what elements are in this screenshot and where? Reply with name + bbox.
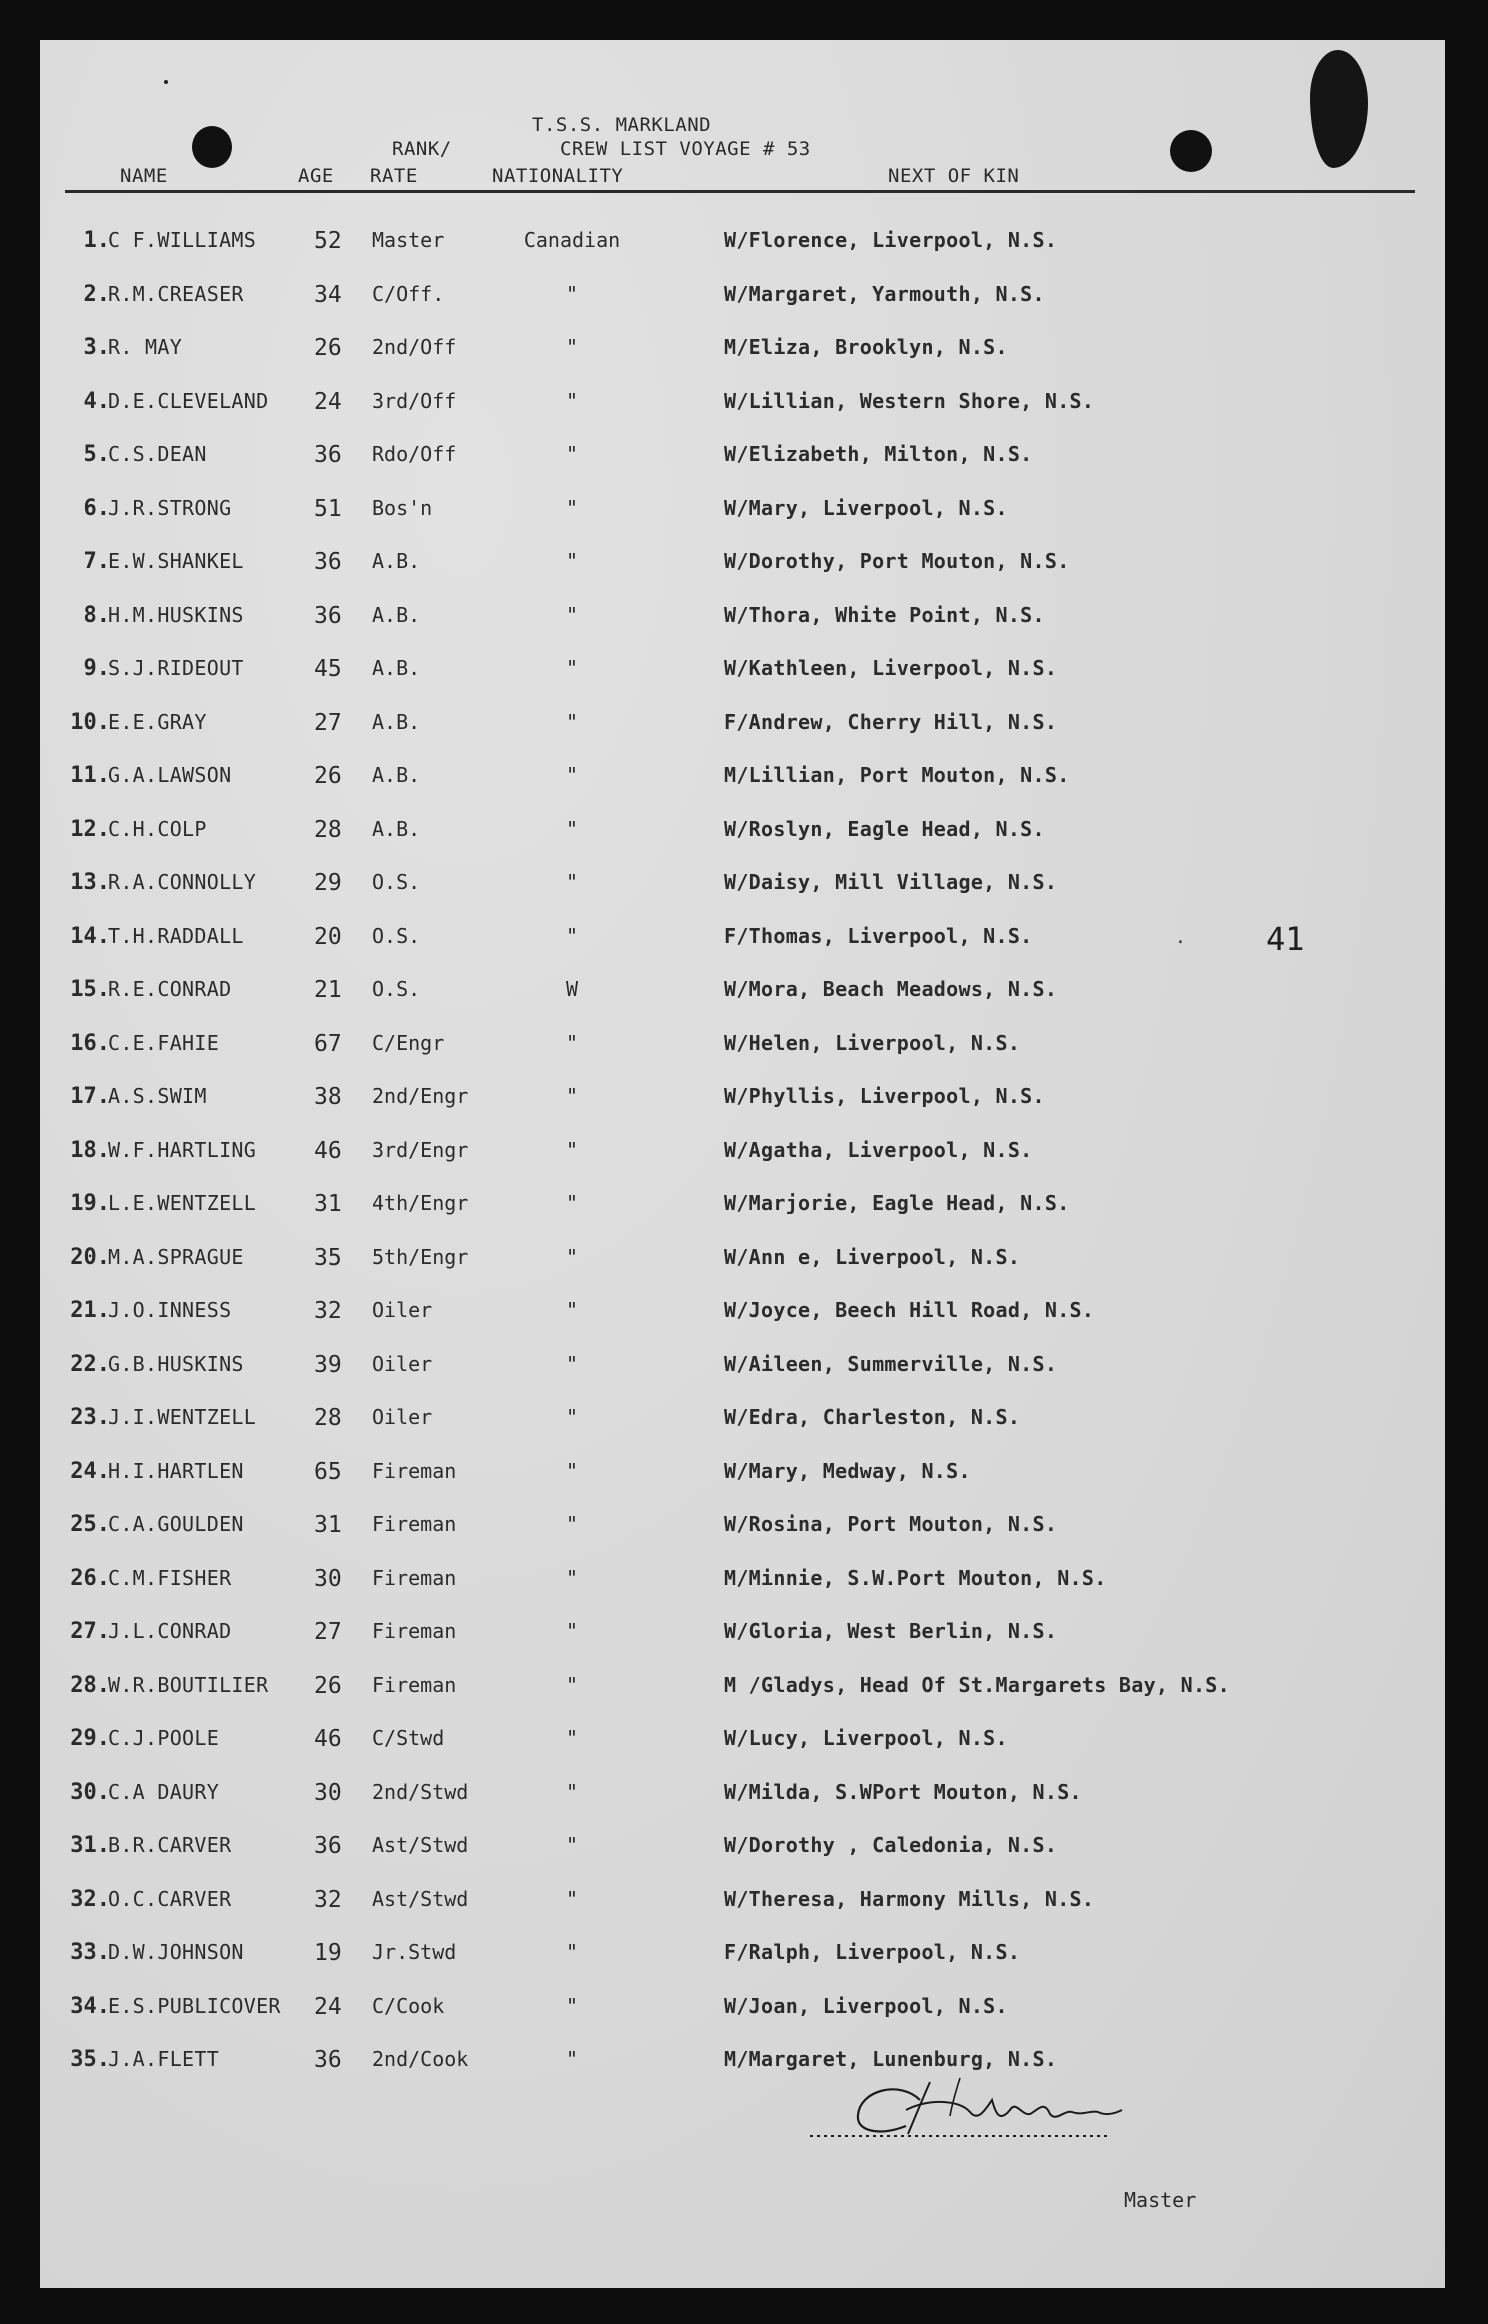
- crew-number: 23.: [70, 1405, 110, 1430]
- crew-number: 30.: [70, 1779, 110, 1805]
- crew-number: 2.: [83, 281, 110, 307]
- crew-age: 65: [314, 1458, 342, 1485]
- crew-nationality: ": [565, 1726, 579, 1750]
- crew-age: 26: [314, 1672, 342, 1699]
- crew-number: 15.: [70, 977, 110, 1002]
- crew-name: R. MAY: [108, 335, 183, 359]
- crew-name: C.J.POOLE: [108, 1726, 220, 1750]
- crew-rate: A.B.: [372, 763, 421, 787]
- crew-name: C.H.COLP: [108, 816, 207, 841]
- crew-name: C.A.GOULDEN: [108, 1512, 244, 1536]
- crew-row: [40, 924, 1445, 960]
- crew-age: 27: [314, 1619, 342, 1645]
- crew-nationality: ": [565, 1191, 579, 1215]
- crew-age: 52: [314, 228, 342, 254]
- crew-row: [40, 1298, 1445, 1334]
- crew-row: [40, 549, 1445, 585]
- crew-nationality: ": [565, 281, 579, 306]
- crew-nationality: ": [565, 1779, 579, 1804]
- crew-age: 32: [314, 1886, 342, 1913]
- crew-nationality: ": [565, 549, 579, 573]
- crew-age: 45: [314, 656, 342, 682]
- crew-rate: A.B.: [372, 709, 421, 734]
- crew-rate: Master: [372, 228, 445, 252]
- crew-age: 30: [314, 1565, 342, 1592]
- crew-next-of-kin: M/Margaret, Lunenburg, N.S.: [724, 2047, 1058, 2071]
- crew-number: 14.: [70, 923, 110, 949]
- crew-name: C.S.DEAN: [108, 442, 207, 466]
- rank-label: RANK/: [392, 138, 452, 160]
- crew-name: J.I.WENTZELL: [108, 1405, 257, 1429]
- margin-page-number: 41: [1266, 920, 1305, 958]
- crew-next-of-kin: W/Agatha, Liverpool, N.S.: [724, 1137, 1033, 1162]
- crew-next-of-kin: W/Marjorie, Eagle Head, N.S.: [724, 1191, 1070, 1215]
- crew-number: 12.: [70, 816, 110, 842]
- crew-nationality: ": [565, 1137, 579, 1162]
- crew-nationality: ": [565, 656, 579, 680]
- crew-row: [40, 1084, 1445, 1120]
- crew-rate: A.B.: [372, 656, 421, 680]
- crew-nationality: ": [565, 1030, 579, 1055]
- crew-row: [40, 1833, 1445, 1869]
- crew-number: 18.: [70, 1137, 110, 1163]
- crew-nationality: ": [565, 1244, 579, 1269]
- crew-number: 21.: [70, 1298, 110, 1323]
- crew-name: J.R.STRONG: [108, 495, 232, 520]
- crew-nationality: ": [565, 1084, 579, 1108]
- crew-name: E.E.GRAY: [108, 709, 207, 734]
- crew-row: [40, 1619, 1445, 1655]
- crew-next-of-kin: W/Kathleen, Liverpool, N.S.: [724, 656, 1058, 680]
- crew-rate: Fireman: [372, 1672, 457, 1697]
- crew-age: 19: [314, 1940, 342, 1966]
- crew-row: [40, 1405, 1445, 1441]
- crew-nationality: ": [565, 709, 579, 734]
- crew-name: E.W.SHANKEL: [108, 549, 244, 573]
- crew-number: 28.: [70, 1672, 110, 1698]
- crew-next-of-kin: F/Thomas, Liverpool, N.S.: [724, 923, 1033, 948]
- crew-rate: Fireman: [372, 1512, 457, 1536]
- crew-row: [40, 977, 1445, 1013]
- crew-number: 19.: [70, 1191, 110, 1216]
- crew-row: [40, 282, 1445, 318]
- crew-nationality: ": [565, 1940, 579, 1964]
- crew-name: J.O.INNESS: [108, 1298, 232, 1322]
- crew-row: [40, 1780, 1445, 1816]
- crew-row: [40, 228, 1445, 264]
- crew-name: R.M.CREASER: [108, 281, 244, 306]
- crew-age: 36: [314, 2047, 342, 2073]
- column-header-nationality: NATIONALITY: [492, 165, 624, 187]
- crew-nationality: ": [565, 495, 579, 520]
- crew-name: D.E.CLEVELAND: [108, 388, 269, 413]
- crew-number: 32.: [70, 1886, 110, 1912]
- crew-row: [40, 763, 1445, 799]
- crew-next-of-kin: W/Theresa, Harmony Mills, N.S.: [724, 1886, 1095, 1911]
- master-signature: [810, 2070, 1280, 2150]
- crew-name: O.C.CARVER: [108, 1886, 232, 1911]
- crew-nationality: ": [565, 1405, 579, 1429]
- crew-rate: 4th/Engr: [372, 1191, 469, 1215]
- crew-row: [40, 1245, 1445, 1281]
- crew-row: [40, 496, 1445, 532]
- crew-age: 36: [314, 549, 342, 575]
- crew-next-of-kin: W/Phyllis, Liverpool, N.S.: [724, 1084, 1045, 1108]
- crew-age: 20: [314, 923, 342, 950]
- crew-nationality: ": [565, 1619, 579, 1643]
- crew-age: 39: [314, 1351, 342, 1378]
- crew-name: E.S.PUBLICOVER: [108, 1993, 281, 2018]
- crew-name: R.A.CONNOLLY: [108, 870, 257, 894]
- crew-rate: Ast/Stwd: [372, 1833, 469, 1857]
- crew-row: [40, 1031, 1445, 1067]
- crew-number: 24.: [70, 1458, 110, 1484]
- crew-age: 46: [314, 1137, 342, 1164]
- crew-row: [40, 1726, 1445, 1762]
- crew-rate: A.B.: [372, 602, 421, 627]
- crew-age: 31: [314, 1512, 342, 1538]
- crew-next-of-kin: W/Ann e, Liverpool, N.S.: [724, 1244, 1021, 1269]
- crew-name: L.E.WENTZELL: [108, 1191, 257, 1215]
- crew-next-of-kin: W/Thora, White Point, N.S.: [724, 602, 1045, 627]
- crew-row: [40, 1673, 1445, 1709]
- header-rule: [65, 190, 1415, 193]
- crew-next-of-kin: W/Roslyn, Eagle Head, N.S.: [724, 816, 1045, 841]
- crew-rate: C/Stwd: [372, 1726, 445, 1750]
- crew-number: 10.: [70, 709, 110, 735]
- crew-nationality: ": [565, 816, 579, 841]
- crew-row: [40, 1352, 1445, 1388]
- crew-rate: Oiler: [372, 1405, 433, 1429]
- crew-row: [40, 1459, 1445, 1495]
- crew-rate: 3rd/Off: [372, 388, 457, 413]
- document-page: [40, 40, 1445, 2288]
- crew-age: 51: [314, 495, 342, 522]
- crew-rate: Rdo/Off: [372, 442, 457, 466]
- crew-number: 33.: [70, 1940, 110, 1965]
- crew-name: H.M.HUSKINS: [108, 602, 244, 627]
- crew-number: 16.: [70, 1030, 110, 1056]
- crew-name: D.W.JOHNSON: [108, 1940, 244, 1964]
- crew-next-of-kin: W/Edra, Charleston, N.S.: [724, 1405, 1021, 1429]
- crew-name: J.L.CONRAD: [108, 1619, 232, 1643]
- crew-rate: C/Off.: [372, 281, 445, 306]
- crew-name: C.M.FISHER: [108, 1565, 232, 1590]
- crew-age: 26: [314, 763, 342, 789]
- crew-number: 26.: [70, 1565, 110, 1591]
- crew-next-of-kin: M/Minnie, S.W.Port Mouton, N.S.: [724, 1565, 1107, 1590]
- crew-next-of-kin: W/Rosina, Port Mouton, N.S.: [724, 1512, 1058, 1536]
- crew-next-of-kin: W/Mora, Beach Meadows, N.S.: [724, 977, 1058, 1001]
- crew-nationality: ": [565, 1565, 579, 1590]
- crew-rate: Ast/Stwd: [372, 1886, 469, 1911]
- crew-age: 35: [314, 1244, 342, 1271]
- crew-rate: 2nd/Cook: [372, 2047, 469, 2071]
- crew-row: [40, 1512, 1445, 1548]
- crew-name: C F.WILLIAMS: [108, 228, 257, 252]
- crew-rate: 2nd/Stwd: [372, 1779, 469, 1804]
- crew-number: 17.: [70, 1084, 110, 1109]
- crew-next-of-kin: W/Joyce, Beech Hill Road, N.S.: [724, 1298, 1095, 1322]
- crew-name: W.F.HARTLING: [108, 1137, 257, 1162]
- crew-nationality: ": [565, 335, 579, 359]
- crew-age: 36: [314, 442, 342, 468]
- crew-number: 34.: [70, 1993, 110, 2019]
- crew-number: 8.: [83, 602, 110, 628]
- crew-nationality: ": [565, 923, 579, 948]
- crew-row: [40, 1566, 1445, 1602]
- crew-nationality: W: [565, 977, 579, 1001]
- crew-next-of-kin: M /Gladys, Head Of St.Margarets Bay, N.S.: [724, 1672, 1230, 1697]
- crew-age: 21: [314, 977, 342, 1003]
- margin-tick: ⋅: [1175, 932, 1186, 953]
- crew-row: [40, 817, 1445, 853]
- crew-name: M.A.SPRAGUE: [108, 1244, 244, 1269]
- crew-nationality: Canadian: [523, 228, 621, 252]
- crew-name: R.E.CONRAD: [108, 977, 232, 1001]
- crew-rate: O.S.: [372, 870, 421, 894]
- crew-nationality: ": [565, 1886, 579, 1911]
- crew-nationality: ": [565, 870, 579, 894]
- master-label: Master: [1124, 2188, 1197, 2212]
- crew-rate: Oiler: [372, 1351, 433, 1376]
- crew-age: 24: [314, 1993, 342, 2020]
- crew-next-of-kin: W/Daisy, Mill Village, N.S.: [724, 870, 1058, 894]
- crew-row: [40, 1191, 1445, 1227]
- crew-next-of-kin: W/Aileen, Summerville, N.S.: [724, 1351, 1058, 1376]
- crew-next-of-kin: F/Andrew, Cherry Hill, N.S.: [724, 709, 1058, 734]
- crew-next-of-kin: W/Margaret, Yarmouth, N.S.: [724, 281, 1045, 306]
- crew-number: 1.: [83, 228, 110, 253]
- crew-number: 20.: [70, 1244, 110, 1270]
- crew-age: 46: [314, 1726, 342, 1752]
- crew-next-of-kin: W/Dorothy , Caledonia, N.S.: [724, 1833, 1058, 1857]
- crew-name: G.A.LAWSON: [108, 763, 232, 787]
- crew-name: H.I.HARTLEN: [108, 1458, 244, 1483]
- crew-rate: C/Cook: [372, 1993, 445, 2018]
- crew-age: 30: [314, 1779, 342, 1806]
- crew-age: 28: [314, 816, 342, 843]
- crew-row: [40, 442, 1445, 478]
- crew-rate: Fireman: [372, 1565, 457, 1590]
- crew-age: 34: [314, 281, 342, 308]
- crew-age: 27: [314, 709, 342, 736]
- crew-name: T.H.RADDALL: [108, 923, 244, 948]
- crew-number: 22.: [70, 1351, 110, 1377]
- crew-row: [40, 1138, 1445, 1174]
- crew-number: 4.: [83, 388, 110, 414]
- crew-nationality: ": [565, 602, 579, 627]
- crew-rate: Oiler: [372, 1298, 433, 1322]
- crew-row: [40, 389, 1445, 425]
- crew-name: A.S.SWIM: [108, 1084, 207, 1108]
- crew-next-of-kin: W/Elizabeth, Milton, N.S.: [724, 442, 1033, 466]
- crew-number: 11.: [70, 763, 110, 788]
- crew-age: 32: [314, 1298, 342, 1324]
- crew-number: 5.: [83, 442, 110, 467]
- crew-rate: 3rd/Engr: [372, 1137, 469, 1162]
- column-header-name: NAME: [120, 165, 168, 187]
- punch-hole-left: [192, 126, 232, 168]
- crew-number: 27.: [70, 1619, 110, 1644]
- crew-nationality: ": [565, 388, 579, 413]
- column-header-rate: RATE: [370, 165, 418, 187]
- crew-row: [40, 335, 1445, 371]
- crew-age: 36: [314, 1833, 342, 1859]
- crew-rate: Fireman: [372, 1619, 457, 1643]
- crew-nationality: ": [565, 763, 579, 787]
- crew-age: 36: [314, 602, 342, 629]
- crew-nationality: ": [565, 1351, 579, 1376]
- ship-name: T.S.S. MARKLAND: [532, 114, 712, 136]
- crew-rate: A.B.: [372, 816, 421, 841]
- crew-age: 26: [314, 335, 342, 361]
- crew-rate: C/Engr: [372, 1030, 445, 1055]
- crew-nationality: ": [565, 1993, 579, 2018]
- column-header-next-of-kin: NEXT OF KIN: [888, 165, 1020, 187]
- ink-blot: [1310, 50, 1368, 168]
- crew-number: 3.: [83, 335, 110, 360]
- crew-name: G.B.HUSKINS: [108, 1351, 244, 1376]
- crew-age: 29: [314, 870, 342, 896]
- crew-number: 25.: [70, 1512, 110, 1537]
- crew-nationality: ": [565, 442, 579, 466]
- crew-number: 31.: [70, 1833, 110, 1858]
- crew-age: 38: [314, 1084, 342, 1110]
- crew-rate: 2nd/Engr: [372, 1084, 469, 1108]
- crew-next-of-kin: W/Florence, Liverpool, N.S.: [724, 228, 1058, 252]
- crew-number: 9.: [83, 656, 110, 681]
- crew-number: 29.: [70, 1726, 110, 1751]
- crew-name: B.R.CARVER: [108, 1833, 232, 1857]
- crew-name: C.E.FAHIE: [108, 1030, 220, 1055]
- crew-nationality: ": [565, 1512, 579, 1536]
- punch-hole-right: [1170, 130, 1212, 172]
- crew-rate: 2nd/Off: [372, 335, 457, 359]
- crew-rate: A.B.: [372, 549, 421, 573]
- crew-rate: Jr.Stwd: [372, 1940, 457, 1964]
- crew-next-of-kin: W/Lillian, Western Shore, N.S.: [724, 388, 1095, 413]
- crew-number: 13.: [70, 870, 110, 895]
- crew-row: [40, 1994, 1445, 2030]
- crew-age: 67: [314, 1030, 342, 1057]
- crew-row: [40, 1940, 1445, 1976]
- crew-nationality: ": [565, 1672, 579, 1697]
- crew-row: [40, 656, 1445, 692]
- crew-rate: O.S.: [372, 977, 421, 1001]
- crew-age: 31: [314, 1191, 342, 1217]
- crew-row: [40, 603, 1445, 639]
- crew-next-of-kin: W/Gloria, West Berlin, N.S.: [724, 1619, 1058, 1643]
- crew-rate: 5th/Engr: [372, 1244, 469, 1269]
- crew-nationality: ": [565, 1833, 579, 1857]
- crew-number: 6.: [83, 495, 110, 521]
- crew-next-of-kin: W/Lucy, Liverpool, N.S.: [724, 1726, 1008, 1750]
- crew-row: [40, 1887, 1445, 1923]
- crew-name: W.R.BOUTILIER: [108, 1672, 269, 1697]
- document-title: CREW LIST VOYAGE # 53: [560, 138, 811, 160]
- crew-rate: O.S.: [372, 923, 421, 948]
- crew-name: C.A DAURY: [108, 1779, 220, 1804]
- crew-next-of-kin: W/Milda, S.WPort Mouton, N.S.: [724, 1779, 1082, 1804]
- crew-nationality: ": [565, 2047, 579, 2071]
- crew-name: J.A.FLETT: [108, 2047, 220, 2071]
- speck: [164, 80, 168, 84]
- crew-row: [40, 870, 1445, 906]
- crew-next-of-kin: W/Mary, Medway, N.S.: [724, 1458, 971, 1483]
- crew-nationality: ": [565, 1458, 579, 1483]
- crew-rate: Fireman: [372, 1458, 457, 1483]
- crew-age: 24: [314, 388, 342, 415]
- crew-number: 35.: [70, 2047, 110, 2072]
- crew-next-of-kin: W/Helen, Liverpool, N.S.: [724, 1030, 1021, 1055]
- crew-next-of-kin: W/Mary, Liverpool, N.S.: [724, 495, 1008, 520]
- crew-row: [40, 710, 1445, 746]
- crew-next-of-kin: W/Joan, Liverpool, N.S.: [724, 1993, 1008, 2018]
- column-header-age: AGE: [298, 165, 334, 187]
- crew-nationality: ": [565, 1298, 579, 1322]
- crew-next-of-kin: M/Lillian, Port Mouton, N.S.: [724, 763, 1070, 787]
- crew-next-of-kin: F/Ralph, Liverpool, N.S.: [724, 1940, 1021, 1964]
- crew-next-of-kin: M/Eliza, Brooklyn, N.S.: [724, 335, 1008, 359]
- crew-age: 28: [314, 1405, 342, 1431]
- crew-rate: Bos'n: [372, 495, 433, 520]
- crew-next-of-kin: W/Dorothy, Port Mouton, N.S.: [724, 549, 1070, 573]
- crew-number: 7.: [83, 549, 110, 574]
- crew-name: S.J.RIDEOUT: [108, 656, 244, 680]
